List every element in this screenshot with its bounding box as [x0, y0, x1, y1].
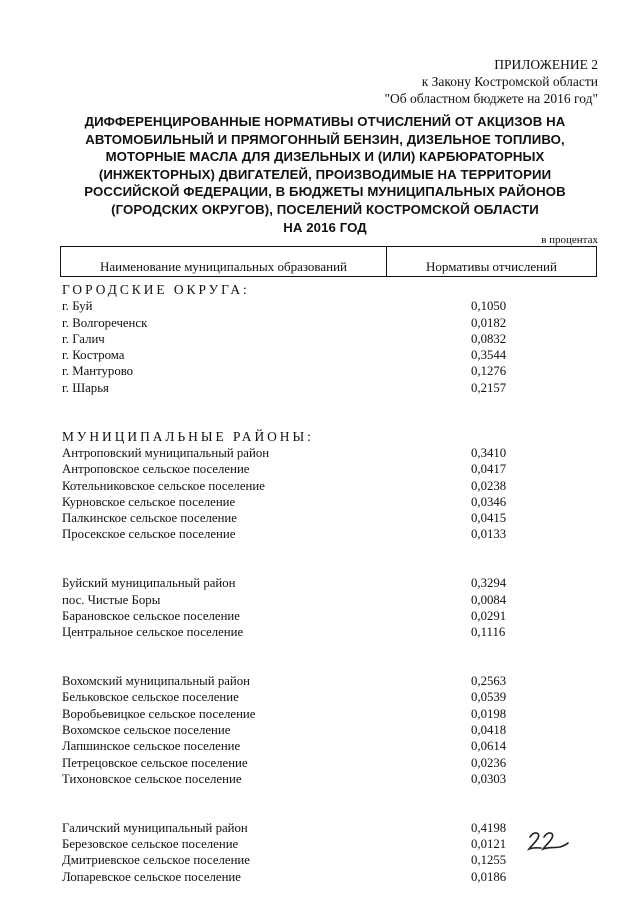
- norm-value: 0,3294: [471, 576, 507, 591]
- table-header: [60, 246, 597, 277]
- table-row: [62, 689, 592, 705]
- title-line: РОССИЙСКОЙ ФЕДЕРАЦИИ, В БЮДЖЕТЫ МУНИЦИПАЛЬНЫХ РАЙОНОВ: [84, 184, 566, 200]
- document-title: [60, 113, 590, 236]
- municipality-name: г. Буй: [62, 299, 93, 314]
- municipality-name: Лопаревское сельское поселение: [62, 869, 241, 884]
- norm-value: 0,4198: [471, 820, 507, 835]
- municipality-name: Котельниковское сельское поселение: [62, 478, 265, 493]
- municipality-name: Вохомское сельское поселение: [62, 723, 231, 738]
- table-row: [62, 526, 592, 542]
- municipality-name: Просекское сельское поселение: [62, 527, 236, 542]
- municipality-name: Петрецовское сельское поселение: [62, 755, 248, 770]
- norm-value: 0,3410: [471, 445, 507, 460]
- norm-value: 0,0539: [471, 690, 507, 705]
- table-row: [62, 445, 592, 461]
- title-line: АВТОМОБИЛЬНЫЙ И ПРЯМОГОННЫЙ БЕНЗИН, ДИЗЕЛЬНОЕ ТОПЛИВО,: [85, 131, 565, 147]
- municipality-name: Антроповское сельское поселение: [62, 462, 250, 477]
- norm-value: 0,0121: [471, 837, 507, 852]
- norm-value: 0,0415: [471, 511, 507, 526]
- norm-value: 0,0614: [471, 739, 507, 754]
- table-row: [62, 494, 592, 510]
- column-header-value: Нормативы отчислений: [426, 258, 557, 274]
- norm-value: 0,0346: [471, 494, 507, 509]
- row-spacer: [62, 657, 592, 673]
- municipality-name: Палкинское сельское поселение: [62, 511, 237, 526]
- table-row: [62, 738, 592, 754]
- norm-value: 0,0133: [471, 527, 507, 542]
- row-spacer: [62, 641, 592, 657]
- appendix-title: ПРИЛОЖЕНИЕ 2: [494, 57, 598, 72]
- norm-value: 0,1255: [471, 853, 507, 868]
- title-line: НА 2016 ГОД: [283, 219, 367, 235]
- municipality-name: Лапшинское сельское поселение: [62, 739, 241, 754]
- norm-value: 0,0182: [471, 315, 507, 330]
- norm-value: 0,1276: [471, 364, 507, 379]
- table-row: [62, 771, 592, 787]
- section-heading-label: ГОРОДСКИЕ ОКРУГА:: [62, 282, 250, 297]
- municipality-name: Тихоновское сельское поселение: [62, 771, 242, 786]
- title-line: МОТОРНЫЕ МАСЛА ДЛЯ ДИЗЕЛЬНЫХ И (ИЛИ) КАРБЮРАТОРНЫХ: [105, 149, 545, 165]
- table-row: [62, 820, 592, 836]
- municipality-name: г. Мантурово: [62, 364, 134, 379]
- norm-value: 0,0236: [471, 755, 507, 770]
- municipality-name: г. Галич: [62, 331, 105, 346]
- appendix-header: [385, 56, 599, 107]
- table-row: [62, 592, 592, 608]
- municipality-name: Галичский муниципальный район: [62, 820, 248, 835]
- norm-value: 0,0238: [471, 478, 507, 493]
- table-row: [62, 624, 592, 640]
- table-row: [62, 869, 592, 885]
- row-spacer: [62, 543, 592, 559]
- table-row: [62, 347, 592, 363]
- table-row: [62, 755, 592, 771]
- municipality-name: г. Волгореченск: [62, 315, 148, 330]
- municipality-name: г. Шарья: [62, 380, 109, 395]
- table-row: [62, 315, 592, 331]
- municipality-name: Березовское сельское поселение: [62, 837, 239, 852]
- table-row: [62, 608, 592, 624]
- municipality-name: Антроповский муниципальный район: [62, 445, 270, 460]
- unit-note: в процентах: [541, 234, 598, 246]
- row-spacer: [62, 787, 592, 803]
- municipality-name: Вохомский муниципальный район: [62, 674, 250, 689]
- norm-value: 0,0084: [471, 592, 507, 607]
- section-heading: [62, 429, 592, 445]
- norm-value: 0,0303: [471, 771, 507, 786]
- municipality-name: Курновское сельское поселение: [62, 494, 236, 509]
- appendix-law: к Закону Костромской области: [421, 74, 598, 89]
- municipality-name: пос. Чистые Боры: [62, 592, 161, 607]
- norm-value: 0,1050: [471, 299, 507, 314]
- norm-value: 0,0417: [471, 462, 507, 477]
- table-row: [62, 836, 592, 852]
- municipality-name: Воробьевицкое сельское поселение: [62, 706, 256, 721]
- norm-value: 0,0291: [471, 608, 507, 623]
- table-row: [62, 510, 592, 526]
- norm-value: 0,0418: [471, 723, 507, 738]
- table-row: [62, 380, 592, 396]
- section-heading: [62, 282, 592, 298]
- title-line: ДИФФЕРЕНЦИРОВАННЫЕ НОРМАТИВЫ ОТЧИСЛЕНИЙ ОТ АКЦИЗОВ НА: [84, 114, 566, 129]
- row-spacer: [62, 559, 592, 575]
- column-header-name: Наименование муниципальных образований: [61, 247, 387, 276]
- municipality-name: Буйский муниципальный район: [62, 576, 236, 591]
- table-body: [62, 282, 592, 885]
- municipality-name: Барановское сельское поселение: [62, 608, 240, 623]
- table-row: [62, 852, 592, 868]
- norm-value: 0,2563: [471, 674, 507, 689]
- municipality-name: Центральное сельское поселение: [62, 625, 244, 640]
- table-row: [62, 706, 592, 722]
- handwritten-page-number: [526, 828, 570, 854]
- table-row: [62, 478, 592, 494]
- table-row: [62, 673, 592, 689]
- appendix-law-name: "Об областном бюджете на 2016 год": [384, 91, 598, 106]
- table-row: [62, 575, 592, 591]
- table-row: [62, 722, 592, 738]
- section-heading-label: МУНИЦИПАЛЬНЫЕ РАЙОНЫ:: [62, 428, 314, 444]
- norm-value: 0,0832: [471, 331, 507, 346]
- table-row: [62, 298, 592, 314]
- municipality-name: Дмитриевское сельское поселение: [62, 853, 250, 868]
- norm-value: 0,0186: [471, 869, 507, 884]
- table-row: [62, 331, 592, 347]
- norm-value: 0,1116: [471, 625, 506, 640]
- norm-value: 0,3544: [471, 348, 507, 363]
- table-row: [62, 363, 592, 379]
- norm-value: 0,2157: [471, 380, 507, 395]
- title-line: (ИНЖЕКТОРНЫХ) ДВИГАТЕЛЕЙ, ПРОИЗВОДИМЫЕ НА ТЕРРИТОРИИ: [98, 166, 552, 182]
- norm-value: 0,0198: [471, 706, 507, 721]
- title-line: (ГОРОДСКИХ ОКРУГОВ), ПОСЕЛЕНИЙ КОСТРОМСКОЙ ОБЛАСТИ: [111, 201, 539, 217]
- row-spacer: [62, 396, 592, 412]
- municipality-name: г. Кострома: [62, 348, 125, 363]
- table-row: [62, 461, 592, 477]
- row-spacer: [62, 804, 592, 820]
- municipality-name: Бельковское сельское поселение: [62, 690, 239, 705]
- row-spacer: [62, 412, 592, 428]
